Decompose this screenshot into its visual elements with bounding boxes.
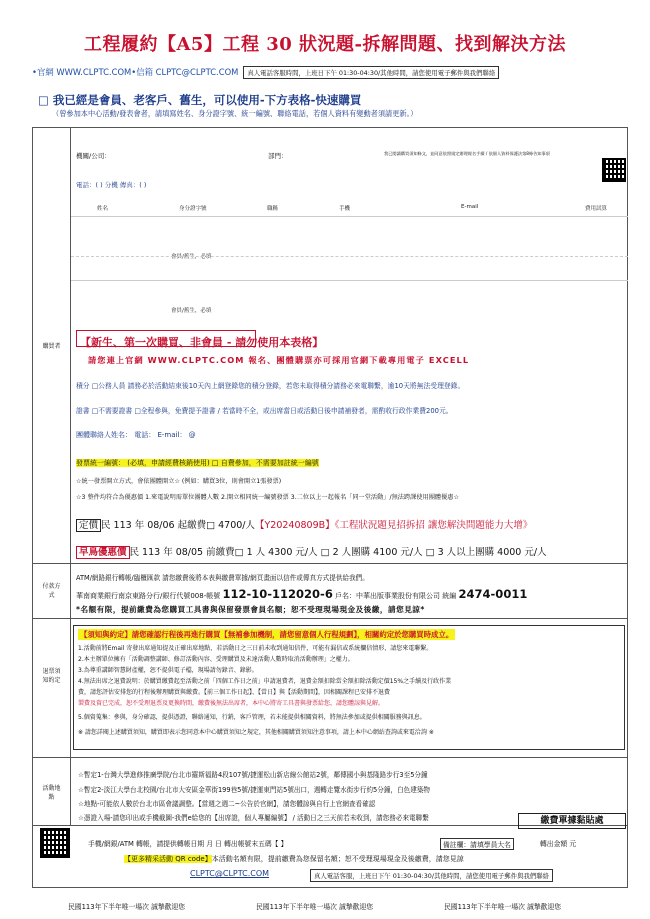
venue-line: ☆暫定1-台灣大學進修推廣學院/台北市羅斯福路4段107號/捷運松山新店線公館站2號，鄰傳國小與基隆路步行3至5分鐘 — [78, 771, 428, 779]
list-price-label: 定價 — [76, 519, 101, 532]
hotline-box: 真人電話客服時間，上班日下午 01:30-04:30/其他時間，請您使用電子郵件與我們聯絡 — [243, 66, 499, 79]
invoice-row[interactable]: 發票統一編號： (必填，申請經費核銷使用) □ 自費參加，不需要加註統一編號 — [76, 459, 319, 467]
footer-note: 民國113年下半年唯一場次 誠摯歡迎您 — [256, 903, 374, 911]
member-quick-buy-line[interactable]: □ 我已經是會員、老客戶、舊生，可以使用-下方表格-快速購買 — [38, 93, 362, 107]
sign-label: 會員/舊生，必填 — [171, 254, 212, 260]
footer-note: 民國113年下半年唯一場次 誠摯歡迎您 — [68, 903, 186, 911]
venue-label: 活動地點 — [42, 785, 61, 801]
notice-line: 2.本主辦單位擁有「活動調整講師、修訂活動內容、受理購買及未達活動人數時取消活動辦理」之權力。 — [78, 656, 354, 663]
divider — [32, 757, 628, 758]
bank-account-row: 華南商業銀行南京東路分行/銀行代號008-帳號 112-10-112020-6 戶名：中華出版事業股份有限公司 統編 2474-0011 — [76, 587, 528, 601]
remark-box[interactable]: 備註欄：請填學員大名 — [440, 838, 514, 850]
transfer-amount[interactable]: 轉出金額 元 — [540, 840, 577, 848]
notice-line: 費，請您評估安排您的行程後辦理購買與繳費。【前三個工作日起】、【當日】與【活動期間】，因相關課程已安排不退費 — [78, 689, 391, 696]
footer-note: 民國113年下半年唯一場次 誠摯歡迎您 — [444, 903, 562, 911]
early-bird-label: 早鳥優惠價 — [76, 546, 130, 559]
course-code: 【Y20240809B】《工程狀況題見招拆招 讓您解決問題能力大增》 — [254, 520, 533, 531]
qr-text: 【更多精采活動 QR code】本活動名額有限，提前繳費為您保留名額；恕不受理現場現金及後繳費，請您見諒 — [124, 855, 464, 863]
divider — [32, 618, 628, 619]
notice-line: 4.無法出席之退費說明：於購買繳費起至活動之前「四個工作日之前」申請退費者，退費金額扣除當全額扣除活動定價15%之手續及行政作業 — [78, 678, 452, 685]
table-row[interactable] — [71, 216, 628, 260]
col-email: E-mail — [461, 204, 479, 210]
slip-hotline-box: 真人電話客服，上班日下午 01:30-04:30/其他時間，請您使用電子郵件與我們聯絡 — [310, 869, 553, 882]
divider — [32, 563, 628, 564]
payment-note: *名額有限，提前繳費為您購買工具書與保留發票會員名額；恕不受理現場現金及後繳，請您見諒* — [76, 605, 425, 614]
list-price-row[interactable] — [76, 517, 532, 531]
account-number: 112-10-112020-6 — [222, 587, 333, 601]
member-note: （曾參加本中心活動/發表會者，請填寫姓名、身分證字號、統一編號、聯絡電話，若個人資料有變動者須請更新。） — [52, 109, 418, 118]
contact-email-link[interactable]: CLPTC@CLPTC.COM — [190, 869, 270, 878]
official-site-link[interactable]: •官網 WWW.CLPTC.COM•信箱 CLPTC@CLPTC.COM — [32, 67, 239, 77]
list-price-text: 民 113 年 08/06 起繳費□ 4700/人 — [101, 520, 255, 531]
col-name: 姓名 — [97, 206, 109, 212]
group-contact-row[interactable]: 團體聯絡人姓名： 電話： E-mail： @ — [76, 431, 196, 439]
notice-line: 1.活動前將Email 寄發出席通知提及正確出席地點，若活動日之三日前未收到通知信件，可能有漏信或系統攔信情形，請您來電聯繫。 — [78, 645, 433, 652]
page-title: 工程履約【A5】工程 30 狀況題-拆解問題、找到解決方法 — [83, 34, 567, 55]
buyer-section-label: 購買者 — [42, 343, 61, 350]
notice-line: 5.個資蒐集：參與，身分確認，提供憑證，聯絡通知，行銷，客戶管理，若未能提供相關資料，將無法參加或提供相關服務與訊息。 — [78, 714, 426, 721]
notice-label-col — [32, 618, 71, 757]
col-mobile: 手機 — [339, 206, 351, 212]
notice-line: ※ 請您詳閱上述購買須知，購買即表示您同意本中心購買須知之規定，其他相關購買須知注意事項，請上本中心網站查詢或來電洽詢 ※ — [78, 729, 434, 736]
early-bird-text: 民 113 年 08/05 前繳費□ 1 人 4300 元/人 □ 2 人團購 4100 元/人 □ 3 人以上團購 4000 元/人 — [129, 547, 547, 558]
notice-line: 製費及資已完成，恕不受理退票及更換時間，繳費後無法出席者，本中心將寄工具書與發票給您，請您體諒與見解。 — [78, 700, 385, 707]
notice-line: 3.為尊重講師智慧財產權，恕不提供電子檔，現場請勿錄音、錄影。 — [78, 667, 258, 674]
atm-transfer-row: ATM/網路銀行轉帳/臨櫃匯款 請您繳費後將本表與繳費單據/網頁畫面以信件或傳真方式提供給我們。 — [76, 574, 369, 582]
payment-label: 付款方式 — [42, 583, 61, 599]
buyer-section-label-col — [32, 127, 71, 563]
invoice-note-1: ☆統一發票開立方式，會依團體開立☆ (例如：購買3位，則會開立1張發票) — [76, 478, 282, 485]
venue-label-col — [32, 757, 71, 825]
privacy-consent-checkbox[interactable]: 我已閱讀購買須知條文，並同意依照規定辦理報名手續 / 依個人資料保護法第8條告知事項 — [384, 151, 550, 156]
tax-id: 2474-0011 — [458, 587, 528, 601]
header-contact — [32, 66, 627, 78]
notice-heading: 【須知與約定】請您確認行程後再進行購買【無補參加機制，請您留意個人行程規劃】，相關約定於您購買時成立。 — [80, 630, 454, 639]
invoice-note-2: ☆3 整件均符合為優惠價 1.來電說明需單位團體人數 2.開立相同統一編號發票 3.二位以上一起報名「同一堂活動」/無法跨課使用團體優惠☆ — [76, 494, 460, 501]
qr-code-icon[interactable] — [40, 828, 70, 858]
department-field[interactable]: 部門： — [268, 152, 288, 160]
col-id: 身分證字號 — [179, 206, 207, 212]
company-field[interactable]: 機關/公司： — [76, 152, 111, 160]
venue-line: ☆地點-可能依人數於台北市區會議調整。【當週之週二~公告於官網】，請您體諒與自行上官網查看確認 — [78, 800, 376, 808]
table-row[interactable] — [71, 280, 628, 320]
website-notice[interactable]: 請您連上官網 WWW.CLPTC.COM 報名、團體購票亦可採用官網下載專用電子 EXCELL — [88, 355, 470, 365]
slip-header: 繳費單據黏貼處 — [518, 813, 626, 829]
early-bird-row[interactable] — [76, 544, 547, 558]
new-buyer-title: 【新生、第一次購買、非會員 - 請勿使用本表格】 — [80, 336, 324, 349]
points-row[interactable]: 積分 □公務人員 請務必於活動結束後10天內上網登錄您的積分登錄，若您未取得積分請務必來電聯繫，逾10天將無法受理登錄。 — [76, 382, 465, 390]
col-title: 職稱 — [267, 206, 279, 212]
venue-line: ☆憑證入場-請您印出或手機截圖-我們e給您的【出席證，個人專屬編號】 / 活動日之三天前若未收到，請您務必來電聯繫 — [78, 814, 429, 822]
col-fee: 費用試算 — [585, 206, 608, 212]
phone-fax-field[interactable]: 電話：( ) 分機 傳真：( ) — [76, 181, 147, 189]
transfer-info[interactable]: 手機/網銀/ATM 轉帳，請提供轉帳日期 月 日 轉出帳號末五碼【 】 — [88, 840, 288, 848]
member-table — [71, 196, 628, 328]
sign-label: 會員/舊生，必填 — [171, 308, 212, 314]
qr-code-icon — [602, 158, 626, 182]
notice-label: 退票須知約定 — [42, 668, 61, 684]
venue-line: ☆暫定2-淡江大學台北校園/台北市大安區金華街199巷5號/捷運東門站5號出口，週轉走覽水街步行約5分鐘，白色建築物 — [78, 786, 431, 794]
certificate-row[interactable]: 證書 □不需要證書 □全程參與，免費提予證書 / 若當時不全，或出席當日或活動日後申請補發者，需酌收行政作業費200元。 — [76, 407, 453, 415]
payment-label-col — [32, 563, 71, 618]
